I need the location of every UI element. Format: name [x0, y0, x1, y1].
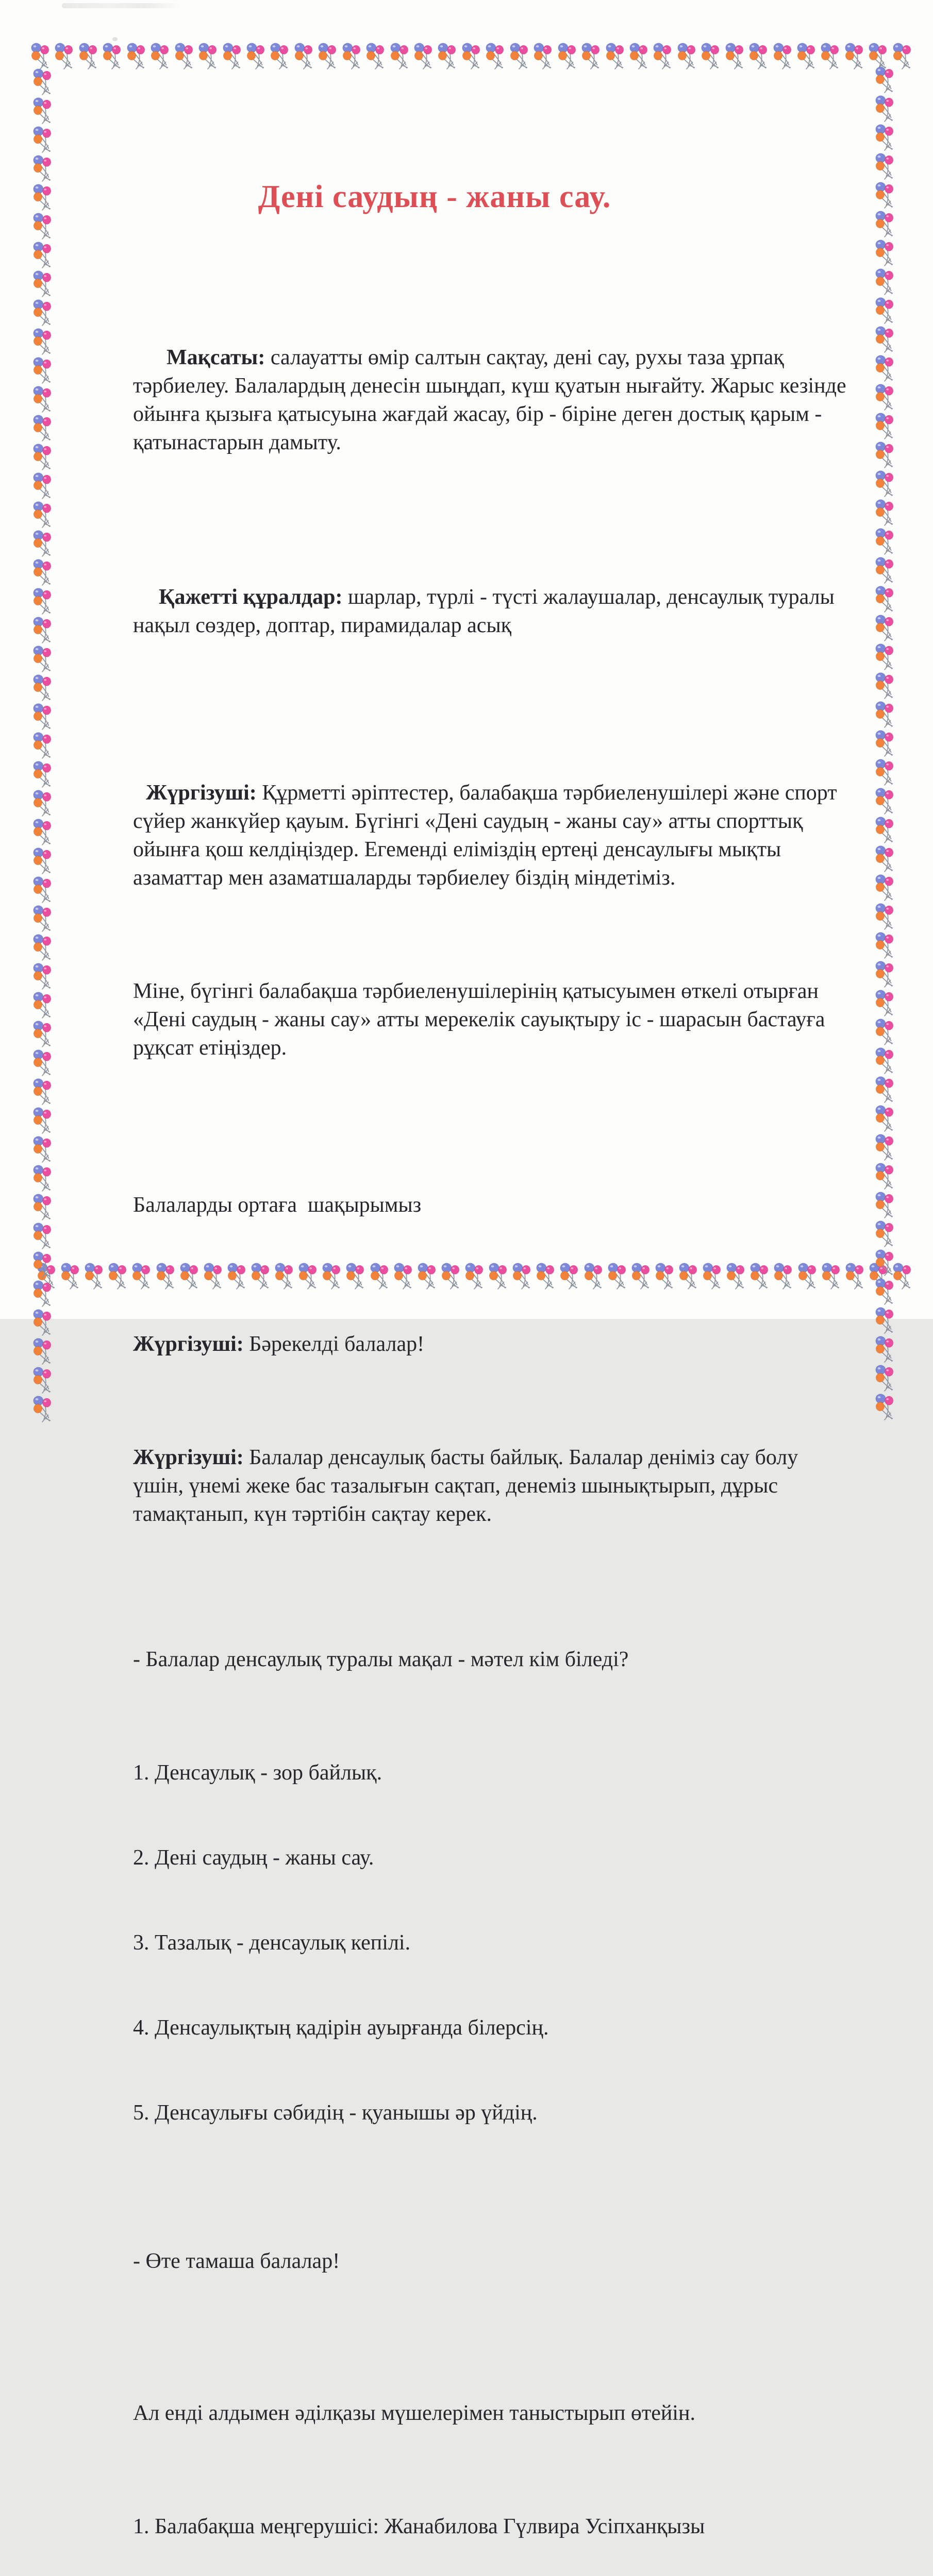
balloon-border-top — [30, 42, 913, 73]
balloon-cluster-icon — [874, 643, 896, 672]
paragraph-host-welcome-lead: Жүргізуші: — [146, 781, 257, 805]
balloon-cluster-icon — [874, 152, 896, 181]
balloon-cluster-icon — [874, 1191, 896, 1220]
balloon-cluster-icon — [32, 991, 54, 1020]
balloon-cluster-icon — [32, 530, 54, 558]
balloon-cluster-icon — [32, 68, 54, 97]
paragraph-tools-body: шарлар, түрлі - түсті жалаушалар, денсаулық туралы нақыл сөздер, доптар, пирамидалар асық — [133, 585, 840, 637]
balloon-cluster-icon — [461, 42, 482, 71]
balloon-cluster-icon — [54, 42, 75, 71]
balloon-cluster-icon — [32, 241, 54, 270]
balloon-cluster-icon — [32, 934, 54, 962]
balloon-cluster-icon — [32, 472, 54, 501]
balloon-cluster-icon — [107, 1262, 129, 1291]
balloon-cluster-icon — [874, 1162, 896, 1191]
balloon-cluster-icon — [32, 789, 54, 818]
balloon-cluster-icon — [874, 758, 896, 787]
balloon-cluster-icon — [652, 42, 674, 71]
document-content — [133, 94, 852, 2576]
paragraph-invite-children-body: Балаларды ортаға шақырымыз — [133, 1193, 422, 1217]
balloon-cluster-icon — [32, 183, 54, 212]
page-title: Дені саудың - жаны сау. — [258, 179, 611, 214]
balloon-cluster-icon — [32, 732, 54, 760]
paragraph-host-health-lead: Жүргізуші: — [133, 1446, 244, 1469]
scan-artifact — [62, 3, 180, 8]
balloon-cluster-icon — [874, 672, 896, 701]
balloon-cluster-icon — [874, 1105, 896, 1133]
balloon-cluster-icon — [30, 42, 52, 71]
balloon-cluster-icon — [32, 1251, 54, 1280]
balloon-cluster-icon — [437, 42, 458, 71]
balloon-cluster-icon — [32, 1136, 54, 1164]
balloon-cluster-icon — [874, 845, 896, 874]
balloon-border-right — [874, 66, 906, 1261]
balloon-cluster-icon — [874, 1018, 896, 1047]
balloon-cluster-icon — [32, 212, 54, 241]
balloon-cluster-icon — [102, 42, 123, 71]
balloon-cluster-icon — [293, 42, 315, 71]
paragraph-proverb-question-body: - Балалар денсаулық туралы мақал - мәтел кім біледі? — [133, 1648, 629, 1671]
balloon-cluster-icon — [874, 354, 896, 383]
balloon-cluster-icon — [874, 124, 896, 152]
balloon-cluster-icon — [874, 1335, 896, 1364]
paragraph-proverb-question — [133, 1646, 846, 1674]
balloon-cluster-icon — [874, 903, 896, 931]
balloon-cluster-icon — [32, 414, 54, 443]
balloon-cluster-icon — [32, 962, 54, 991]
balloon-cluster-icon — [32, 385, 54, 414]
balloon-cluster-icon — [32, 1309, 54, 1337]
paragraph-host-welcome — [133, 779, 846, 892]
balloon-cluster-icon — [724, 42, 746, 71]
balloon-cluster-icon — [868, 1262, 890, 1291]
balloon-cluster-icon — [874, 66, 896, 95]
balloon-cluster-icon — [874, 1076, 896, 1105]
balloon-cluster-icon — [341, 42, 363, 71]
balloon-cluster-icon — [32, 558, 54, 587]
balloon-cluster-icon — [676, 42, 698, 71]
balloon-cluster-icon — [874, 556, 896, 585]
balloon-cluster-icon — [874, 499, 896, 528]
paragraph-invite-children — [133, 1191, 846, 1219]
balloon-cluster-icon — [32, 126, 54, 155]
balloon-cluster-icon — [796, 42, 818, 71]
balloon-cluster-icon — [389, 42, 411, 71]
balloon-cluster-icon — [32, 1395, 54, 1424]
balloon-cluster-icon — [628, 42, 650, 71]
paragraph-host-praise-lead: Жүргізуші: — [133, 1332, 244, 1356]
balloon-cluster-icon — [874, 383, 896, 412]
balloon-cluster-icon — [874, 181, 896, 210]
balloon-cluster-icon — [32, 1193, 54, 1222]
proverb-item-4: 4. Денсаулықтың қадірін ауырғанда білерсің. — [133, 2016, 549, 2040]
balloon-cluster-icon — [32, 97, 54, 126]
paragraph-jury-intro-body: Ал енді алдымен әділқазы мүшелерімен таныстырып өтейін. — [133, 2401, 695, 2425]
balloon-cluster-icon — [874, 701, 896, 730]
paragraph-well-done — [133, 2247, 846, 2276]
balloon-cluster-icon — [874, 95, 896, 124]
paragraph-host-welcome-body: Құрметті әріптестер, балабақша тәрбиеленушілері және спорт сүйер жанкүйер қауым. Бүгінгі «Дені саудың - жаны сау» атты спорттық ойынға қош келдіңіздер. Егеменді еліміздің ертеңі денсаулығы мықты азаматтар мен азаматшаларды тәрбиелеу біздің міндетіміз. — [133, 781, 843, 890]
balloon-cluster-icon — [32, 357, 54, 385]
balloon-cluster-icon — [874, 730, 896, 758]
balloon-cluster-icon — [874, 931, 896, 960]
balloon-cluster-icon — [60, 1262, 81, 1291]
paragraph-jury-intro — [133, 2399, 846, 2428]
paragraph-goal-lead: Мақсаты: — [166, 346, 265, 369]
balloon-cluster-icon — [874, 1364, 896, 1393]
balloon-cluster-icon — [748, 42, 770, 71]
balloon-cluster-icon — [149, 42, 171, 71]
balloon-border-left — [32, 68, 64, 1263]
balloon-cluster-icon — [36, 1262, 58, 1291]
balloon-cluster-icon — [32, 645, 54, 674]
balloon-cluster-icon — [84, 1262, 105, 1291]
balloon-cluster-icon — [874, 412, 896, 441]
balloon-cluster-icon — [32, 674, 54, 703]
proverb-item-1: 1. Денсаулық - зор байлық. — [133, 1761, 382, 1785]
balloon-cluster-icon — [844, 1262, 866, 1291]
balloon-cluster-icon — [32, 905, 54, 934]
balloon-cluster-icon — [32, 1049, 54, 1078]
balloon-cluster-icon — [222, 42, 243, 71]
proverb-item-3: 3. Тазалық - денсаулық кепілі. — [133, 1931, 411, 1955]
balloon-cluster-icon — [700, 42, 722, 71]
balloon-cluster-icon — [32, 155, 54, 183]
balloon-cluster-icon — [874, 614, 896, 643]
balloon-cluster-icon — [174, 42, 195, 71]
paragraph-tools-lead: Қажетті құралдар: — [159, 585, 343, 609]
balloon-cluster-icon — [892, 1262, 913, 1291]
paragraph-goal-body: салауатты өмір салтын сақтау, дені сау, рухы таза ұрпақ тәрбиелеу. Балалардың денесін шыңдап, күш қуатын нығайту. Жарыс кезінде ойынға қызыға қатысуына жағдай жасау, бір - біріне деген достық қарым - қатынастарын дамыту. — [133, 346, 852, 454]
balloon-cluster-icon — [874, 989, 896, 1018]
balloon-cluster-icon — [32, 818, 54, 847]
paragraph-goal — [133, 344, 852, 457]
balloon-cluster-icon — [32, 299, 54, 328]
balloon-cluster-icon — [874, 1278, 896, 1307]
balloon-cluster-icon — [245, 42, 267, 71]
balloon-cluster-icon — [874, 239, 896, 268]
balloon-cluster-icon — [532, 42, 554, 71]
balloon-cluster-icon — [485, 42, 506, 71]
balloon-cluster-icon — [32, 1222, 54, 1251]
balloon-cluster-icon — [32, 587, 54, 616]
paragraph-host-praise — [133, 1330, 846, 1359]
balloon-cluster-icon — [32, 1020, 54, 1049]
balloon-cluster-icon — [874, 874, 896, 903]
balloon-cluster-icon — [874, 268, 896, 297]
balloon-cluster-icon — [32, 1280, 54, 1309]
paragraph-host-opening-body: Міне, бүгінгі балабақша тәрбиеленушілерінің қатысуымен өткелі отырған «Дені саудың - жаны сау» атты мерекелік сауықтыру іс - шарасын бастауға рұқсат етіңіздер. — [133, 979, 830, 1060]
balloon-cluster-icon — [874, 210, 896, 239]
balloon-cluster-icon — [874, 585, 896, 614]
balloon-cluster-icon — [772, 42, 794, 71]
balloon-cluster-icon — [868, 42, 889, 71]
balloon-cluster-icon — [874, 1133, 896, 1162]
balloon-cluster-icon — [317, 42, 339, 71]
balloon-cluster-icon — [557, 42, 578, 71]
balloon-cluster-icon — [874, 441, 896, 470]
proverb-item-2: 2. Дені саудың - жаны сау. — [133, 1846, 374, 1870]
balloon-cluster-icon — [126, 42, 147, 71]
balloon-cluster-icon — [32, 328, 54, 357]
balloon-cluster-icon — [32, 703, 54, 732]
balloon-cluster-icon — [78, 42, 99, 71]
balloon-cluster-icon — [32, 760, 54, 789]
balloon-cluster-icon — [32, 876, 54, 905]
balloon-cluster-icon — [874, 960, 896, 989]
balloon-cluster-icon — [874, 470, 896, 499]
balloon-cluster-icon — [874, 1220, 896, 1249]
balloon-cluster-icon — [32, 501, 54, 530]
balloon-cluster-icon — [874, 326, 896, 354]
balloon-cluster-icon — [32, 270, 54, 299]
balloon-cluster-icon — [413, 42, 435, 71]
balloon-cluster-icon — [874, 1307, 896, 1335]
paragraph-jury-member-1 — [133, 2513, 846, 2541]
balloon-cluster-icon — [32, 847, 54, 876]
balloon-cluster-icon — [874, 787, 896, 816]
proverb-item-5: 5. Денсаулығы сәбидің - қуанышы әр үйдің. — [133, 2101, 538, 2125]
balloon-cluster-icon — [32, 1164, 54, 1193]
balloon-cluster-icon — [32, 1337, 54, 1366]
balloon-cluster-icon — [32, 1107, 54, 1136]
balloon-cluster-icon — [580, 42, 602, 71]
balloon-cluster-icon — [820, 42, 841, 71]
paragraph-well-done-body: - Өте тамаша балалар! — [133, 2249, 340, 2273]
paragraph-host-opening — [133, 977, 846, 1062]
balloon-cluster-icon — [32, 443, 54, 472]
paragraph-host-health-body: Балалар денсаулық басты байлық. Балалар деніміз сау болу үшін, үнемі жеке бас тазалығын сақтап, денеміз шынықтырып, дұрыс тамақтанып, күн тәртібін сақтау керек. — [133, 1446, 804, 1526]
paragraph-host-health — [133, 1444, 846, 1529]
balloon-cluster-icon — [32, 1078, 54, 1107]
balloon-cluster-icon — [365, 42, 387, 71]
balloon-cluster-icon — [874, 1393, 896, 1422]
balloon-cluster-icon — [509, 42, 530, 71]
balloon-cluster-icon — [269, 42, 291, 71]
balloon-cluster-icon — [874, 1047, 896, 1076]
balloon-cluster-icon — [32, 1366, 54, 1395]
balloon-cluster-icon — [197, 42, 219, 71]
paragraph-jury-member-1-body: 1. Балабақша меңгерушісі: Жанабилова Гүлвира Усіпханқызы — [133, 2515, 705, 2538]
balloon-cluster-icon — [32, 616, 54, 645]
balloon-cluster-icon — [874, 528, 896, 556]
balloon-cluster-icon — [605, 42, 626, 71]
balloon-cluster-icon — [874, 297, 896, 326]
balloon-cluster-icon — [892, 42, 913, 71]
paragraph-host-praise-body: Бәрекелді балалар! — [243, 1332, 425, 1356]
scan-artifact — [112, 37, 118, 41]
balloon-cluster-icon — [844, 42, 865, 71]
balloon-cluster-icon — [874, 816, 896, 845]
balloon-cluster-icon — [874, 1249, 896, 1278]
paragraph-tools — [133, 583, 846, 640]
